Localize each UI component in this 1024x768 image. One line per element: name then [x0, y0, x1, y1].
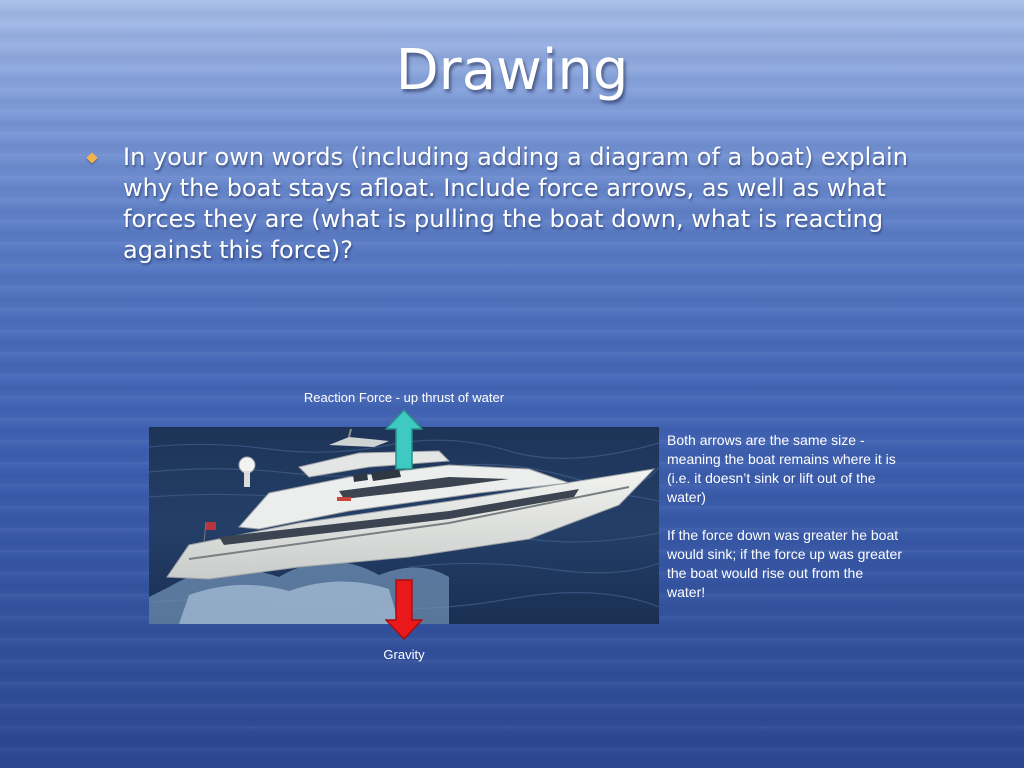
reaction-force-label: Reaction Force - up thrust of water — [303, 390, 505, 405]
gravity-label: Gravity — [383, 647, 425, 662]
explanation-notes — [667, 431, 905, 621]
bullet-item — [88, 142, 938, 266]
bullet-text: In your own words (including adding a diagram of a boat) explain why the boat stays afloat. Include force arrows, as well as what forces they are (what is pulling the boat down, what is reacting against this force)? — [123, 143, 908, 264]
slide-title: Drawing — [395, 38, 629, 103]
diamond-bullet-icon — [86, 152, 97, 163]
explanation-paragraph-unequal-forces: If the force down was greater he boat would sink; if the force up was greater the boat would rise out from the water! — [667, 527, 903, 600]
gravity-arrow — [385, 579, 423, 640]
explanation-paragraph-equal-forces: Both arrows are the same size - meaning the boat remains where it is (i.e. it doesn’t sink or lift out of the water) — [667, 432, 896, 505]
reaction-force-arrow — [385, 409, 423, 470]
